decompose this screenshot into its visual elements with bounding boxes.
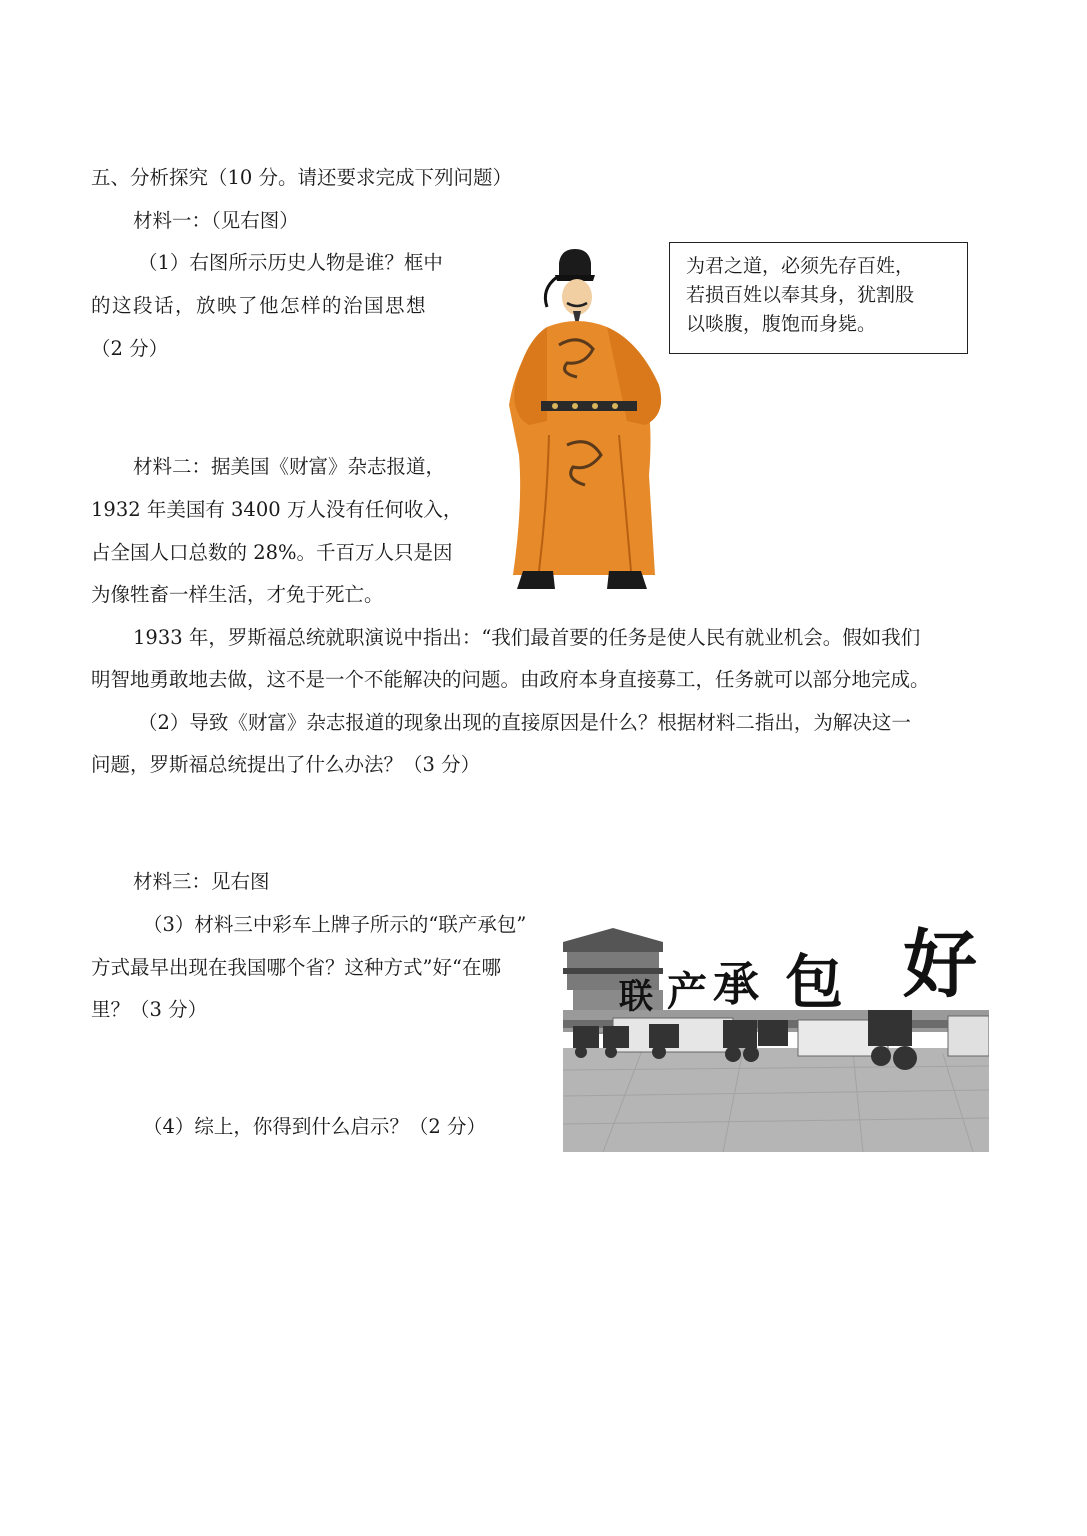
question3-line1: （3）材料三中彩车上牌子所示的“联产承包”	[143, 913, 527, 936]
question1-line3: （2 分）	[91, 337, 169, 360]
question2-line2: 问题，罗斯福总统提出了什么办法？（3 分）	[91, 753, 481, 776]
sign-char-5: 好	[903, 922, 977, 1008]
quote-line1: 为君之道，必须先存百姓，	[686, 255, 915, 277]
question1-line1: （1）右图所示历史人物是谁？框中	[138, 251, 443, 274]
question2-line1: （2）导致《财富》杂志报道的现象出现的直接原因是什么？根据材料二指出，为解决这一	[138, 711, 911, 734]
question3-line2: 方式最早出现在我国哪个省？这种方式”好“在哪	[91, 956, 501, 979]
material3-label: 材料三：见右图	[133, 870, 270, 893]
question1-line2: 的这段话，放映了他怎样的治国思想	[91, 294, 428, 317]
sign-char-3: 承	[713, 957, 759, 1011]
question4: （4）综上，你得到什么启示？（2 分）	[143, 1115, 487, 1138]
sign-char-1: 联	[619, 977, 653, 1017]
quote-line2: 若损百姓以奉其身，犹割股	[686, 284, 915, 306]
material2-line3: 占全国人口总数的 28%。千百万人只是因	[91, 541, 453, 564]
material2-line1: 材料二：据美国《财富》杂志报道，	[133, 455, 446, 478]
emperor-figure-image	[489, 245, 671, 593]
material1-label: 材料一：（见右图）	[133, 209, 299, 232]
question3-line3: 里？（3 分）	[91, 998, 208, 1021]
material2-line6: 明智地勇敢地去做，这不是一个不能解决的问题。由政府本身直接募工，任务就可以部分地完成。	[91, 668, 930, 691]
material2-line5: 1933 年，罗斯福总统就职演说中指出：“我们最首要的任务是使人民有就业机会。假如我们	[133, 626, 921, 649]
quote-box	[669, 242, 968, 354]
sign-char-4: 包	[785, 948, 844, 1016]
material2-line2: 1932 年美国有 3400 万人没有任何收入，	[91, 498, 463, 521]
section-heading: 五、分析探究（10 分。请还要求完成下列问题）	[91, 166, 513, 189]
material2-line4: 为像牲畜一样生活，才免于死亡。	[91, 583, 384, 606]
sign-char-2: 产	[667, 969, 707, 1015]
parade-photo	[563, 870, 989, 1152]
quote-line3: 以啖腹，腹饱而身毙。	[686, 313, 877, 335]
